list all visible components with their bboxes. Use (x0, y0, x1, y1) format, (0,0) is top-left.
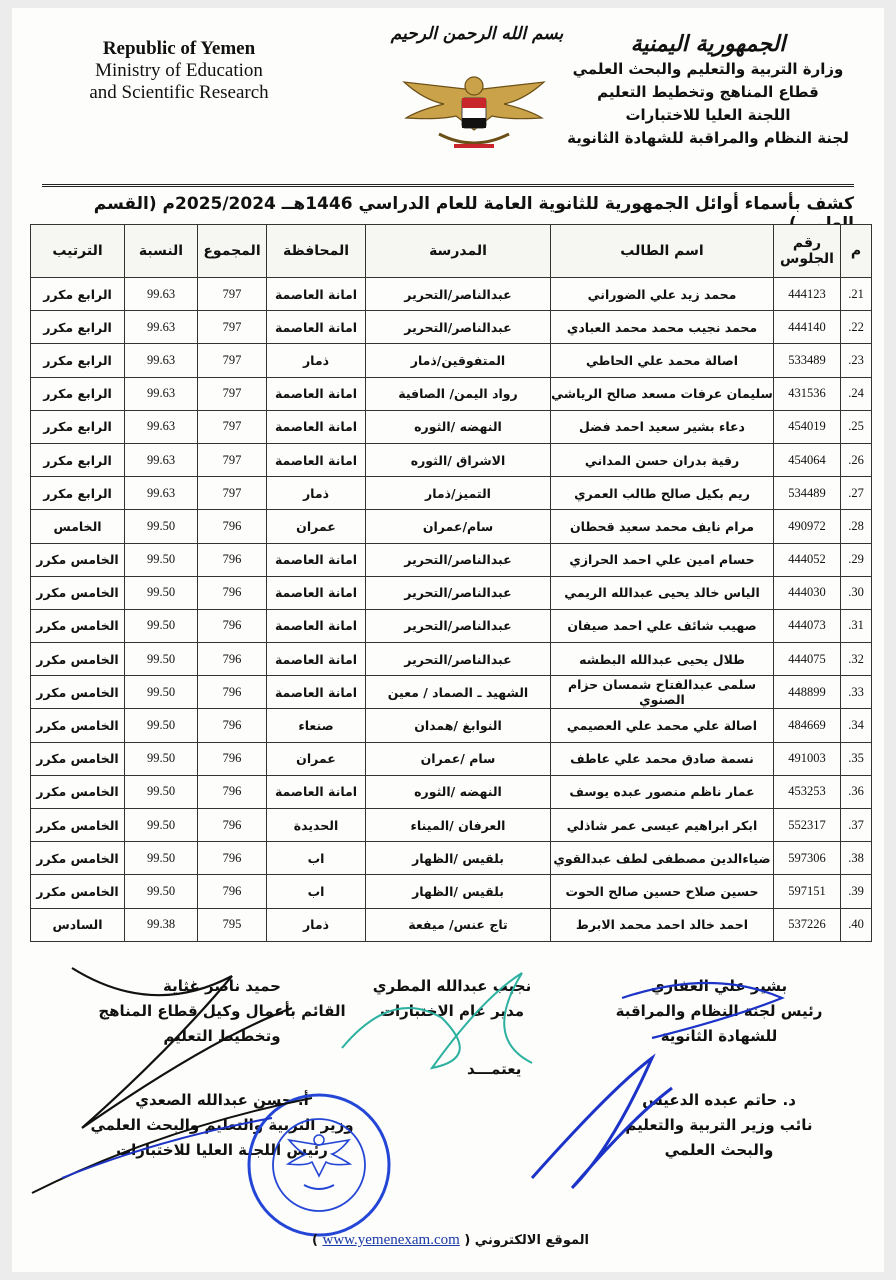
signer-name: أ. حسن عبدالله الصعدي (135, 1091, 309, 1109)
rank-cell: السادس (31, 908, 125, 941)
school-name-cell: عبدالناصر/التحرير (366, 311, 551, 344)
signer-title: القائم بأعمال وكيل قطاع المناهج (98, 1002, 346, 1020)
seat-number-cell: 454064 (774, 443, 841, 476)
rank-cell: الرابع مكرر (31, 377, 125, 410)
row-number-cell: .27 (841, 477, 872, 510)
governorate-cell: ذمار (267, 477, 366, 510)
signer-title: رئيس اللجنة العليا للاختبارات (116, 1141, 328, 1159)
table-row (31, 344, 872, 377)
row-number-cell: .31 (841, 609, 872, 642)
total-score-cell: 796 (198, 842, 267, 875)
student-name-cell: محمد نجيب محمد محمد العبادي (551, 311, 774, 344)
table-row (31, 510, 872, 543)
seat-number-cell: 534489 (774, 477, 841, 510)
governorate-cell: ذمار (267, 908, 366, 941)
school-name-cell: رواد اليمن/ الصافية (366, 377, 551, 410)
total-score-cell: 795 (198, 908, 267, 941)
total-score-cell: 797 (198, 278, 267, 311)
school-name-cell: سام/عمران (366, 510, 551, 543)
rank-cell: الخامس (31, 510, 125, 543)
table-row (31, 477, 872, 510)
school-name-cell: المتفوقين/ذمار (366, 344, 551, 377)
total-score-cell: 797 (198, 377, 267, 410)
student-name-cell: طلال يحيى عبدالله البطشه (551, 643, 774, 676)
row-number-cell: .26 (841, 443, 872, 476)
table-row (31, 278, 872, 311)
table-row (31, 643, 872, 676)
republic-calligraphy: الجمهورية اليمنية (630, 31, 786, 57)
student-name-cell: دعاء بشير سعيد احمد فضل (551, 410, 774, 443)
table-row (31, 742, 872, 775)
total-score-cell: 796 (198, 676, 267, 709)
english-header-line-2: Ministry of Education (95, 60, 263, 81)
percentage-cell: 99.63 (125, 443, 198, 476)
percentage-cell: 99.50 (125, 643, 198, 676)
signer-name: د. حاتم عبده الدعيس (642, 1091, 796, 1109)
school-name-cell: عبدالناصر/التحرير (366, 543, 551, 576)
total-score-cell: 796 (198, 742, 267, 775)
school-name-cell: عبدالناصر/التحرير (366, 609, 551, 642)
basmala-calligraphy: بسم الله الرحمن الرحيم (390, 24, 564, 44)
row-number-cell: .40 (841, 908, 872, 941)
row-number-cell: .35 (841, 742, 872, 775)
col-governorate-header: المحافظة (267, 225, 366, 278)
row-number-cell: .39 (841, 875, 872, 908)
rank-cell: الرابع مكرر (31, 410, 125, 443)
seat-number-cell: 444052 (774, 543, 841, 576)
percentage-cell: 99.38 (125, 908, 198, 941)
col-total-header: المجموع (198, 225, 267, 278)
website-label: الموقع الالكتروني ( (464, 1233, 590, 1248)
table-header-row (31, 225, 872, 278)
school-name-cell: سام /عمران (366, 742, 551, 775)
percentage-cell: 99.63 (125, 344, 198, 377)
school-name-cell: العرفان /الميناء (366, 809, 551, 842)
seat-number-cell: 444030 (774, 576, 841, 609)
row-number-cell: .21 (841, 278, 872, 311)
student-name-cell: سلمى عبدالفتاح شمسان حزام الصنوي (551, 676, 774, 709)
governorate-cell: امانة العاصمة (267, 543, 366, 576)
ministry-stamp-icon (244, 1090, 394, 1240)
signer-title: رئيس لجنة النظام والمراقبة (615, 1002, 823, 1020)
seat-number-cell: 533489 (774, 344, 841, 377)
seat-number-cell: 431536 (774, 377, 841, 410)
website-link[interactable]: www.yemenexam.com (322, 1232, 460, 1248)
governorate-cell: امانة العاصمة (267, 410, 366, 443)
school-name-cell: عبدالناصر/التحرير (366, 643, 551, 676)
row-number-cell: .37 (841, 809, 872, 842)
school-name-cell: النوابغ /همدان (366, 709, 551, 742)
school-name-cell: الشهيد ـ الصماد / معين (366, 676, 551, 709)
header-divider (42, 184, 854, 187)
percentage-cell: 99.50 (125, 676, 198, 709)
percentage-cell: 99.50 (125, 576, 198, 609)
school-name-cell: بلقيس /الظهار (366, 875, 551, 908)
rank-cell: الرابع مكرر (31, 311, 125, 344)
rank-cell: الخامس مكرر (31, 709, 125, 742)
english-header-line-1: Republic of Yemen (102, 38, 256, 59)
row-number-cell: .36 (841, 775, 872, 808)
seat-number-cell: 490972 (774, 510, 841, 543)
table-row (31, 609, 872, 642)
percentage-cell: 99.50 (125, 543, 198, 576)
signer-title: نائب وزير التربية والتعليم (625, 1116, 813, 1134)
table-row (31, 377, 872, 410)
table-row (31, 410, 872, 443)
document-title: كشف بأسماء أوائل الجمهورية للثانوية العامة للعام الدراسي 1446هــ 2025/2024م (القسم (93, 194, 854, 214)
governorate-cell: امانة العاصمة (267, 377, 366, 410)
row-number-cell: .30 (841, 576, 872, 609)
governorate-cell: امانة العاصمة (267, 643, 366, 676)
governorate-cell: امانة العاصمة (267, 609, 366, 642)
school-name-cell: بلقيس /الظهار (366, 842, 551, 875)
student-name-cell: محمد زيد علي الضوراني (551, 278, 774, 311)
website-footer (312, 1232, 589, 1249)
document-page (12, 8, 884, 1272)
governorate-cell: صنعاء (267, 709, 366, 742)
signature-block-curricula-sector (72, 974, 372, 1049)
percentage-cell: 99.50 (125, 709, 198, 742)
rank-cell: الخامس مكرر (31, 742, 125, 775)
total-score-cell: 796 (198, 775, 267, 808)
percentage-cell: 99.63 (125, 477, 198, 510)
rank-cell: الخامس مكرر (31, 676, 125, 709)
total-score-cell: 796 (198, 510, 267, 543)
school-name-cell: النهضه /الثوره (366, 775, 551, 808)
row-number-cell: .25 (841, 410, 872, 443)
signer-name: نجيب عبدالله المطري (372, 977, 532, 995)
total-score-cell: 796 (198, 875, 267, 908)
rank-cell: الخامس مكرر (31, 875, 125, 908)
signer-title: للشهادة الثانوية (660, 1027, 778, 1045)
table-row (31, 576, 872, 609)
seat-number-cell: 597306 (774, 842, 841, 875)
school-name-cell: التميز/ذمار (366, 477, 551, 510)
table-row (31, 775, 872, 808)
student-name-cell: الياس خالد يحيى عبدالله الريمي (551, 576, 774, 609)
total-score-cell: 796 (198, 709, 267, 742)
student-name-cell: نسمة صادق محمد علي عاطف (551, 742, 774, 775)
seat-number-cell: 444073 (774, 609, 841, 642)
table-row (31, 908, 872, 941)
student-name-cell: ضياءالدين مصطفى لطف عبدالقوي (551, 842, 774, 875)
percentage-cell: 99.50 (125, 510, 198, 543)
table-row (31, 443, 872, 476)
row-number-cell: .28 (841, 510, 872, 543)
committee-line: اللجنة العليا للاختبارات (625, 106, 791, 124)
table-row (31, 842, 872, 875)
governorate-cell: اب (267, 842, 366, 875)
percentage-cell: 99.50 (125, 842, 198, 875)
results-table (30, 224, 872, 942)
total-score-cell: 796 (198, 643, 267, 676)
rank-cell: الخامس مكرر (31, 775, 125, 808)
rank-cell: الخامس مكرر (31, 809, 125, 842)
governorate-cell: الحديدة (267, 809, 366, 842)
row-number-cell: .29 (841, 543, 872, 576)
governorate-cell: عمران (267, 742, 366, 775)
percentage-cell: 99.63 (125, 410, 198, 443)
school-name-cell: تاج عنس/ ميفعة (366, 908, 551, 941)
student-name-cell: اصالة محمد علي الحاطي (551, 344, 774, 377)
approval-label: يعتمـــد (467, 1060, 522, 1078)
total-score-cell: 797 (198, 410, 267, 443)
seat-number-cell: 484669 (774, 709, 841, 742)
total-score-cell: 797 (198, 477, 267, 510)
percentage-cell: 99.50 (125, 742, 198, 775)
col-num-header: م (841, 225, 872, 278)
english-header-line-3: and Scientific Research (89, 82, 269, 103)
governorate-cell: امانة العاصمة (267, 775, 366, 808)
governorate-cell: اب (267, 875, 366, 908)
signer-title: وزير التربية والتعليم والبحث العلمي (90, 1116, 354, 1134)
table-row (31, 311, 872, 344)
seat-number-cell: 444075 (774, 643, 841, 676)
total-score-cell: 797 (198, 311, 267, 344)
student-name-cell: ابكر ابراهيم عيسى عمر شاذلي (551, 809, 774, 842)
seat-number-cell: 444123 (774, 278, 841, 311)
rank-cell: الخامس مكرر (31, 643, 125, 676)
signature-block-system-committee (594, 974, 844, 1049)
seat-number-cell: 537226 (774, 908, 841, 941)
total-score-cell: 796 (198, 543, 267, 576)
total-score-cell: 796 (198, 809, 267, 842)
arabic-header (558, 30, 858, 150)
percentage-cell: 99.50 (125, 609, 198, 642)
total-score-cell: 797 (198, 443, 267, 476)
table-row (31, 709, 872, 742)
signer-title: والبحث العلمي (664, 1141, 774, 1159)
governorate-cell: امانة العاصمة (267, 576, 366, 609)
rank-cell: الخامس مكرر (31, 609, 125, 642)
row-number-cell: .23 (841, 344, 872, 377)
student-name-cell: عمار ناظم منصور عبده يوسف (551, 775, 774, 808)
col-school-header: المدرسة (366, 225, 551, 278)
school-name-cell: عبدالناصر/التحرير (366, 278, 551, 311)
student-name-cell: ريم بكيل صالح طالب العمري (551, 477, 774, 510)
col-name-header: اسم الطالب (551, 225, 774, 278)
rank-cell: الخامس مكرر (31, 543, 125, 576)
rank-cell: الرابع مكرر (31, 443, 125, 476)
student-name-cell: مرام نايف محمد سعيد قحطان (551, 510, 774, 543)
table-row (31, 809, 872, 842)
table-row (31, 676, 872, 709)
rank-cell: الرابع مكرر (31, 278, 125, 311)
row-number-cell: .34 (841, 709, 872, 742)
governorate-cell: امانة العاصمة (267, 676, 366, 709)
sector-line: قطاع المناهج وتخطيط التعليم (597, 83, 819, 101)
rank-cell: الخامس مكرر (31, 842, 125, 875)
row-number-cell: .24 (841, 377, 872, 410)
governorate-cell: امانة العاصمة (267, 278, 366, 311)
signature-block-deputy-minister (594, 1088, 844, 1163)
signer-title: مدير عام الاختبارات (379, 1002, 525, 1020)
student-name-cell: احمد خالد احمد محمد الابرط (551, 908, 774, 941)
student-name-cell: صهيب شائف علي احمد صيفان (551, 609, 774, 642)
row-number-cell: .22 (841, 311, 872, 344)
control-committee-line: لجنة النظام والمراقبة للشهادة الثانوية (567, 129, 849, 147)
seat-number-cell: 448899 (774, 676, 841, 709)
seat-number-cell: 453253 (774, 775, 841, 808)
student-name-cell: اصالة علي محمد علي العصيمي (551, 709, 774, 742)
percentage-cell: 99.63 (125, 278, 198, 311)
seat-number-cell: 444140 (774, 311, 841, 344)
rank-cell: الرابع مكرر (31, 477, 125, 510)
english-header (64, 38, 294, 104)
total-score-cell: 796 (198, 609, 267, 642)
school-name-cell: النهضه /الثوره (366, 410, 551, 443)
yemen-eagle-emblem-icon (384, 60, 564, 160)
percentage-cell: 99.63 (125, 311, 198, 344)
school-name-cell: عبدالناصر/التحرير (366, 576, 551, 609)
col-rank-header: الترتيب (31, 225, 125, 278)
signer-name: حميد ناصر غثاية (163, 977, 281, 995)
governorate-cell: امانة العاصمة (267, 443, 366, 476)
school-name-cell: الاشراق /الثوره (366, 443, 551, 476)
percentage-cell: 99.50 (125, 875, 198, 908)
row-number-cell: .33 (841, 676, 872, 709)
col-seat-header: رقم الجلوس (774, 225, 841, 278)
student-name-cell: رقية بدران حسن المداني (551, 443, 774, 476)
governorate-cell: عمران (267, 510, 366, 543)
col-percent-header: النسبة (125, 225, 198, 278)
table-row (31, 875, 872, 908)
rank-cell: الخامس مكرر (31, 576, 125, 609)
total-score-cell: 796 (198, 576, 267, 609)
seat-number-cell: 597151 (774, 875, 841, 908)
signer-name: بشير علي الغفاري (650, 977, 788, 995)
student-name-cell: حسام امين علي احمد الحرازي (551, 543, 774, 576)
total-score-cell: 797 (198, 344, 267, 377)
percentage-cell: 99.63 (125, 377, 198, 410)
seat-number-cell: 491003 (774, 742, 841, 775)
seat-number-cell: 454019 (774, 410, 841, 443)
signer-title: وتخطيط التعليم (163, 1027, 281, 1045)
rank-cell: الرابع مكرر (31, 344, 125, 377)
row-number-cell: .32 (841, 643, 872, 676)
seat-number-cell: 552317 (774, 809, 841, 842)
ministry-line: وزارة التربية والتعليم والبحث العلمي (572, 60, 844, 78)
row-number-cell: .38 (841, 842, 872, 875)
percentage-cell: 99.50 (125, 775, 198, 808)
student-name-cell: حسين صلاح حسين صالح الحوت (551, 875, 774, 908)
table-row (31, 543, 872, 576)
percentage-cell: 99.50 (125, 809, 198, 842)
student-name-cell: سليمان عرفات مسعد صالح الرياشي (551, 377, 774, 410)
governorate-cell: ذمار (267, 344, 366, 377)
website-close: ) (312, 1233, 318, 1248)
governorate-cell: امانة العاصمة (267, 311, 366, 344)
